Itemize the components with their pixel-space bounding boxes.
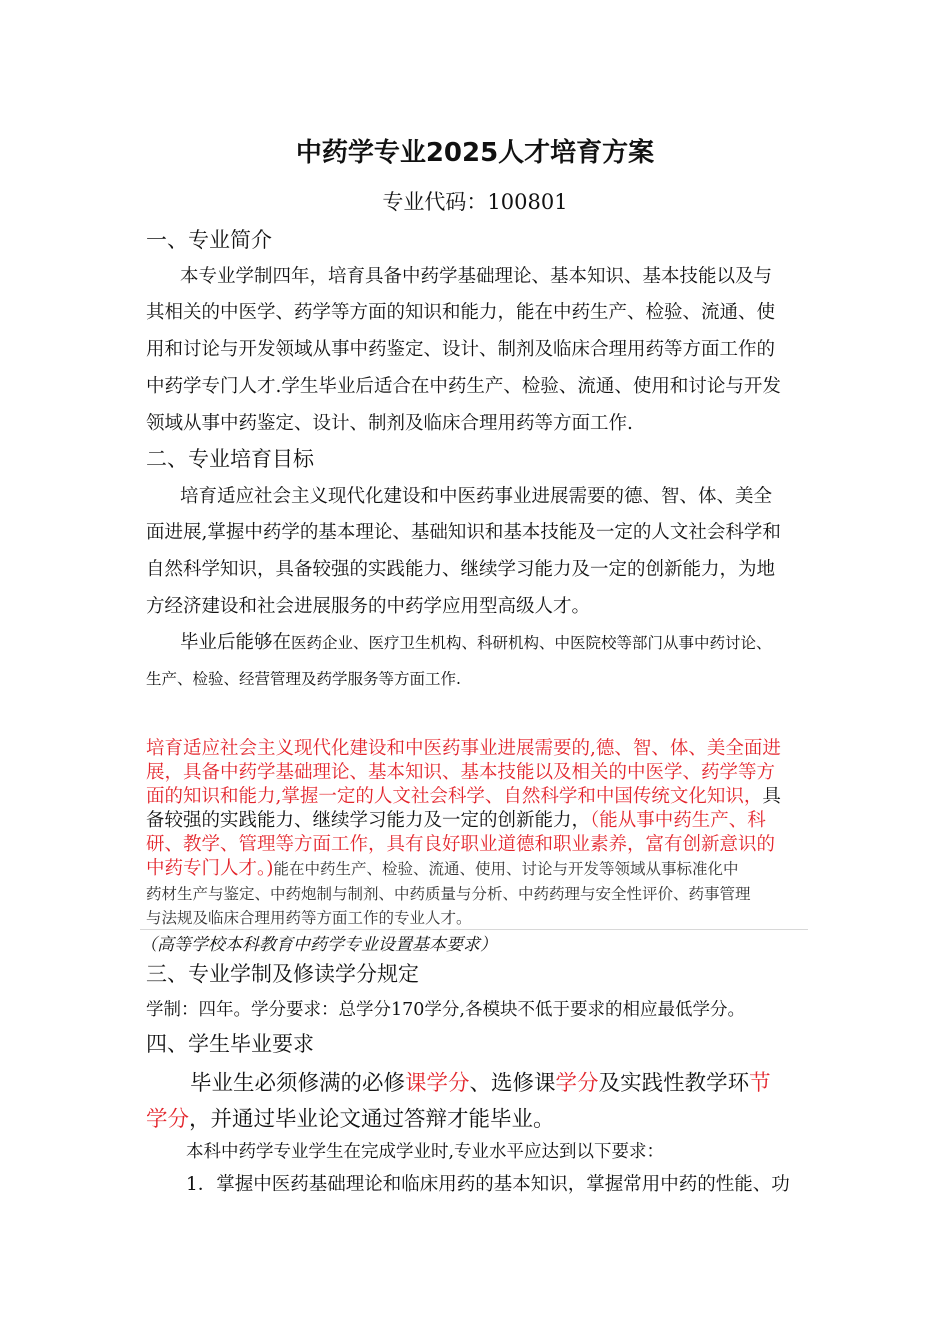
employment-line (180, 628, 772, 654)
source-note: （高等学校本科教育中药学专业设置基本要求） (140, 935, 497, 955)
section3-text: 学制：四年。学分要求：总学分170学分,各模块不低于要求的相应最低学分。 (146, 1000, 745, 1020)
section4-item1: 1．掌握中医药基础理论和临床用药的基本知识，掌握常用中药的性能、功 (186, 1174, 790, 1195)
section1-line: 领域从事中药鉴定、设计、制剂及临床合理用药等方面工作. (146, 413, 633, 434)
req-text: ，并通过毕业论文通过答辩才能毕业。 (189, 1107, 555, 1132)
section1-line: 本专业学制四年，培育具备中药学基础理论、基本知识、基本技能以及与 (180, 266, 773, 287)
employment-rest: 医药企业、医疗卫生机构、科研机构、中医院校等部门从事中药讨论、 (291, 634, 772, 652)
req-text: 及实践性教学环 (598, 1071, 750, 1096)
standard-line (146, 782, 781, 808)
section2-line: 自然科学知识，具备较强的实践能力、继续学习能力及一定的创新能力，为地 (146, 559, 776, 580)
page-title: 中药学专业2025人才培育方案 (295, 138, 655, 168)
standard-line (146, 854, 738, 880)
section1-heading: 一、专业简介 (146, 228, 272, 252)
major-code: 专业代码：100801 (382, 190, 568, 214)
employment-line2: 生产、检验、经营管理及药学服务等方面工作. (146, 670, 461, 688)
req-text: 毕业生必须修满的必修 (190, 1071, 406, 1096)
section2-line: 面进展,掌握中药学的基本理论、基础知识和基本技能及一定的人文社会科学和 (146, 522, 781, 543)
standard-line (146, 806, 766, 832)
section1-line: 其相关的中医学、药学等方面的知识和能力，能在中药生产、检验、流通、使 (146, 302, 776, 323)
section4-req-line2 (146, 1102, 555, 1133)
standard-line: 展，具备中药学基础理论、基本知识、基本技能以及相关的中医学、药学等方 (146, 762, 776, 783)
standard-line-black: 备较强的实践能力、继续学习能力及一定的创新能力， (146, 810, 591, 831)
standard-line: 与法规及临床合理用药等方面工作的专业人才。 (146, 909, 472, 927)
section1-line: 用和讨论与开发领域从事中药鉴定、设计、制剂及临床合理用药等方面工作的 (146, 339, 776, 360)
standard-line: 药材生产与鉴定、中药炮制与制剂、中药质量与分析、中药药理与安全性评价、药事管理 (146, 885, 751, 903)
standard-line-red: 面的知识和能力,掌握一定的人文社会科学、自然科学和中国传统文化知识， (146, 786, 763, 807)
req-text: 、选修课 (469, 1071, 556, 1096)
req-text-red: 节 (749, 1071, 771, 1096)
section4-req-line1 (190, 1066, 771, 1097)
standard-line-red: 中药专门人才。) (146, 858, 274, 879)
section4-intro: 本科中药学专业学生在完成学业时,专业水平应达到以下要求： (186, 1142, 665, 1162)
standard-line-gray: 能在中药生产、检验、流通、使用、讨论与开发等领域从事标准化中 (273, 860, 739, 878)
section4-heading: 四、学生毕业要求 (146, 1032, 314, 1056)
section2-heading: 二、专业培育目标 (146, 447, 314, 471)
standard-line-tail: 具 (762, 786, 781, 807)
req-text-red: 学分 (555, 1071, 599, 1096)
standard-line-red: （能从事中药生产、科 (590, 810, 766, 831)
req-text-red: 课学分 (405, 1071, 470, 1096)
section3-heading: 三、专业学制及修读学分规定 (146, 962, 419, 986)
standard-line: 研、教学、管理等方面工作，具有良好职业道德和职业素养，富有创新意识的 (146, 834, 776, 855)
section2-line: 方经济建设和社会进展服务的中药学应用型高级人才。 (146, 596, 591, 617)
section2-line: 培育适应社会主义现代化建设和中医药事业进展需要的德、智、体、美全 (180, 486, 773, 507)
employment-lead: 毕业后能够在 (180, 632, 292, 653)
standard-line: 培育适应社会主义现代化建设和中医药事业进展需要的,德、智、体、美全面进 (146, 738, 781, 759)
req-text-red: 学分 (146, 1107, 190, 1132)
section1-line: 中药学专门人才.学生毕业后适合在中药生产、检验、流通、使用和讨论与开发 (146, 376, 781, 397)
